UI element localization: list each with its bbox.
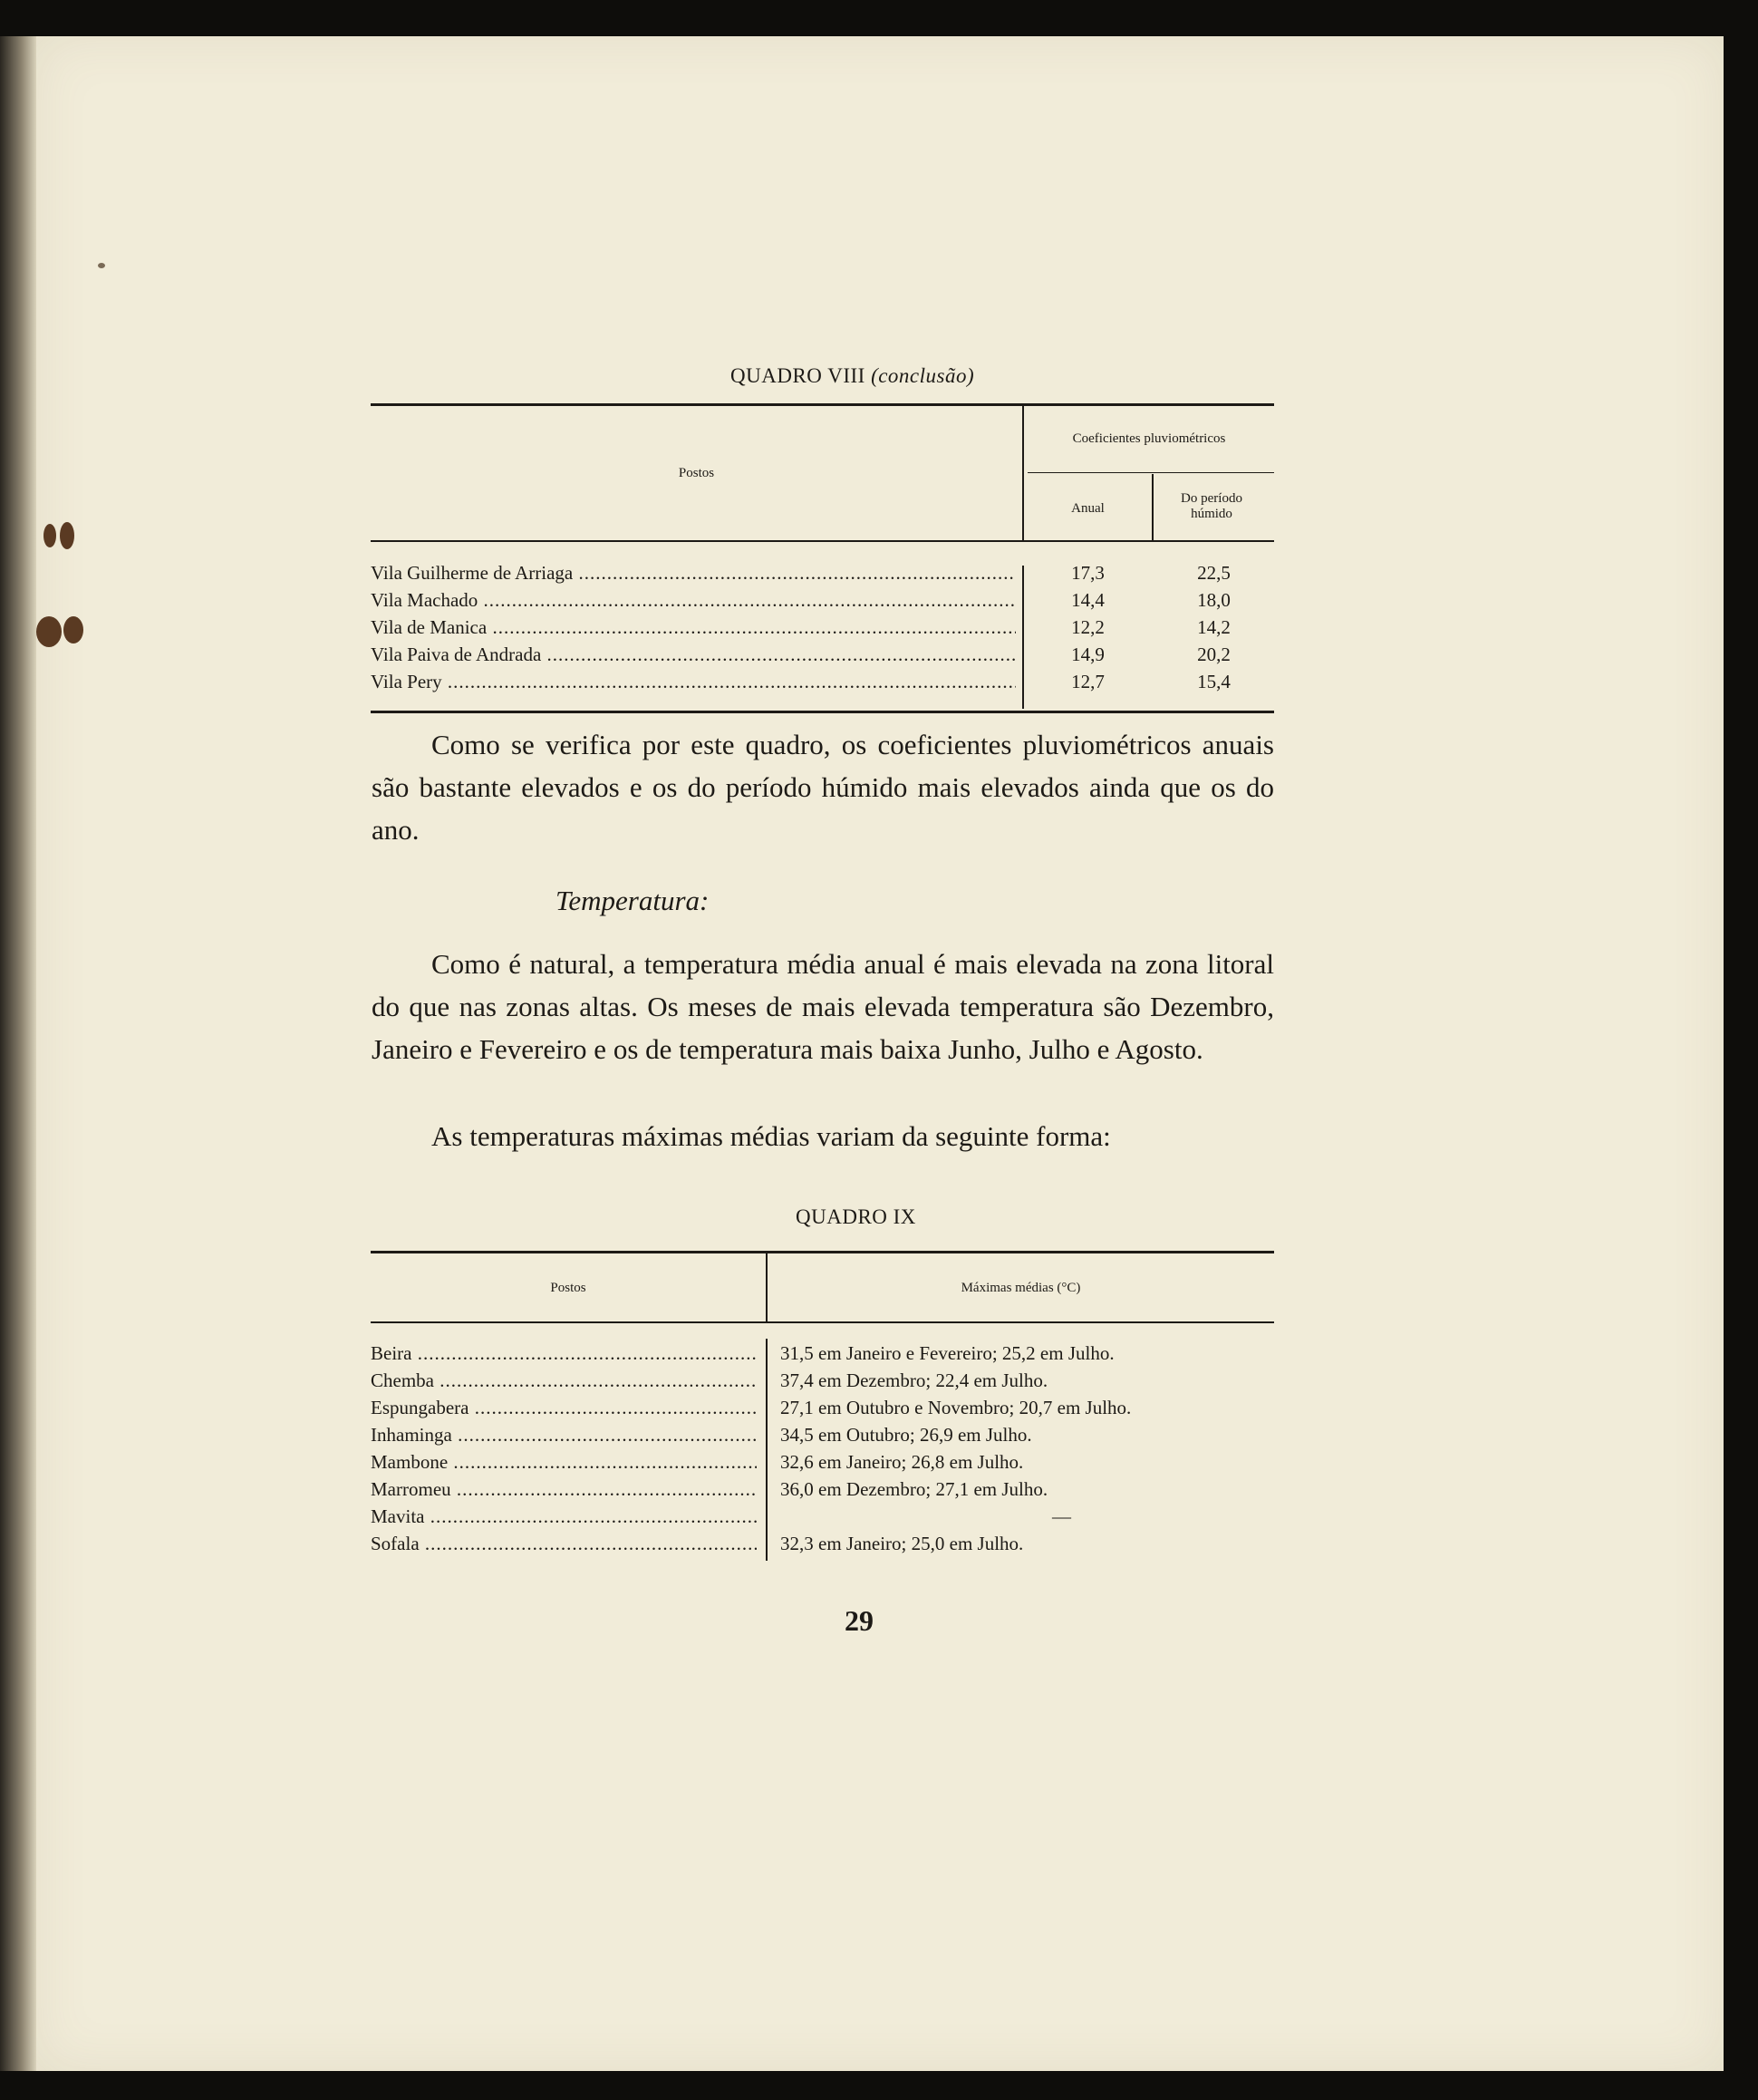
row-humido: 20,2 (1197, 644, 1231, 665)
book-page (36, 36, 1724, 2071)
row-maximas: — (1052, 1505, 1071, 1527)
row-anual: 14,4 (1071, 589, 1105, 611)
quadro-viii-title (730, 364, 974, 388)
paragraph: Como é natural, a temperatura média anual é mais elevada na zona litoral do que nas zonas altas. Os meses de mais elevada temperatura são Dezembro, Janeiro e Fevereiro e os de temperatura mais baixa Junho, Julho e Agosto. (372, 948, 1274, 1065)
row-posto: Espungabera ..... (371, 1394, 757, 1421)
table-row (371, 559, 1274, 586)
col-header-humido: Do período húmido (1181, 491, 1242, 521)
book-spine (0, 36, 36, 2071)
row-maximas: 31,5 em Janeiro e Fevereiro; 25,2 em Julho. (780, 1342, 1115, 1364)
row-posto: Vila Machado ..... (371, 586, 1016, 614)
col-header-maximas: Máximas médias (°C) (961, 1281, 1081, 1295)
row-humido: 14,2 (1197, 616, 1231, 638)
row-maximas: 32,6 em Janeiro; 26,8 em Julho. (780, 1451, 1024, 1473)
row-posto: Sofala ..... (371, 1530, 757, 1557)
row-maximas: 36,0 em Dezembro; 27,1 em Julho. (780, 1478, 1048, 1500)
table-row (371, 1394, 1274, 1421)
row-maximas: 37,4 em Dezembro; 22,4 em Julho. (780, 1369, 1048, 1391)
row-posto: Chemba ..... (371, 1367, 757, 1394)
stain-mark (36, 616, 62, 647)
stain-mark (98, 263, 105, 268)
table-row (371, 586, 1274, 614)
table-row (371, 614, 1274, 641)
row-posto: Vila Pery ..... (371, 668, 1016, 695)
table-row (371, 1503, 1274, 1530)
table-row (371, 1421, 1274, 1448)
quadro-viii-label: QUADRO VIII (730, 364, 865, 387)
table-rule-header-bottom (371, 540, 1274, 542)
table-rule-bottom (371, 711, 1274, 713)
page-number: 29 (845, 1604, 874, 1637)
stain-mark (43, 524, 56, 547)
paragraph: As temperaturas máximas médias variam da seguinte forma: (431, 1120, 1111, 1152)
table-row (371, 641, 1274, 668)
row-posto: Inhaminga ..... (371, 1421, 757, 1448)
table-row (371, 1340, 1274, 1367)
table-row (371, 1448, 1274, 1476)
row-posto: Beira ..... (371, 1340, 757, 1367)
col-header-coeficientes: Coeficientes pluviométricos (1072, 431, 1226, 446)
col-header-postos: Postos (550, 1281, 586, 1295)
table-rule-top (371, 403, 1274, 406)
table-row (371, 1530, 1274, 1557)
row-humido: 18,0 (1197, 589, 1231, 611)
row-posto: Vila de Manica ..... (371, 614, 1016, 641)
row-maximas: 34,5 em Outubro; 26,9 em Julho. (780, 1424, 1032, 1446)
row-humido: 22,5 (1197, 562, 1231, 584)
stain-mark (60, 522, 74, 549)
row-maximas: 32,3 em Janeiro; 25,0 em Julho. (780, 1533, 1024, 1554)
row-humido: 15,4 (1197, 671, 1231, 692)
row-posto: Vila Guilherme de Arriaga ..... (371, 559, 1016, 586)
col-header-anual: Anual (1071, 501, 1105, 516)
table-row (371, 1367, 1274, 1394)
col-header-postos: Postos (678, 466, 715, 480)
quadro-viii-subtitle: (conclusão) (871, 364, 975, 387)
row-anual: 12,7 (1071, 671, 1105, 692)
table-row (371, 668, 1274, 695)
row-posto: Vila Paiva de Andrada ..... (371, 641, 1016, 668)
row-maximas: 27,1 em Outubro e Novembro; 20,7 em Julho. (780, 1397, 1132, 1418)
table-rule-sub (1028, 472, 1274, 473)
row-posto: Mambone ..... (371, 1448, 757, 1476)
table-column-divider (1022, 406, 1024, 540)
table-rule-header-bottom (371, 1321, 1274, 1323)
quadro-ix-title: QUADRO IX (796, 1205, 916, 1228)
row-anual: 14,9 (1071, 644, 1105, 665)
section-heading: Temperatura: (555, 885, 710, 916)
row-posto: Marromeu ..... (371, 1476, 757, 1503)
table-rule-top (371, 1251, 1274, 1253)
table-column-divider (1152, 474, 1154, 540)
table-row (371, 1476, 1274, 1503)
row-anual: 17,3 (1071, 562, 1105, 584)
row-posto: Mavita ..... (371, 1503, 757, 1530)
stain-mark (63, 616, 83, 644)
paragraph: Como se verifica por este quadro, os coeficientes pluviométricos anuais são bastante elevados e os do período húmido mais elevados ainda que os do ano. (372, 729, 1274, 846)
row-anual: 12,2 (1071, 616, 1105, 638)
